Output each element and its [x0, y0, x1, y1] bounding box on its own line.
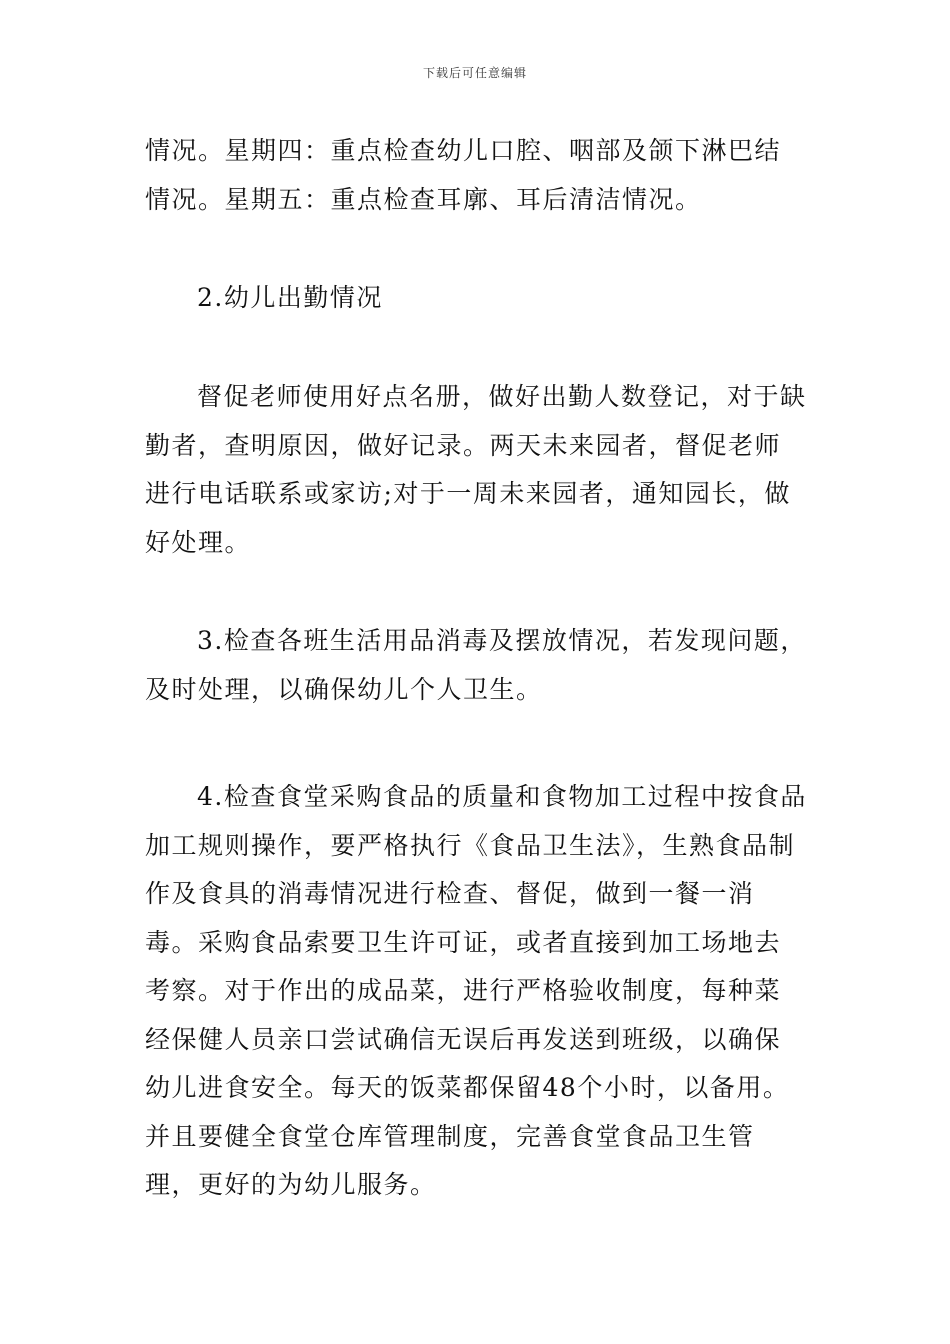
- page-header-note: 下载后可任意编辑: [422, 66, 527, 80]
- heading-text: 2.幼儿出勤情况: [197, 283, 383, 312]
- paragraph-text: 督促老师使用好点名册，做好出勤人数登记，对于缺勤者，查明原因，做好记录。两天未来园者，督促老师进行电话联系或家访;对于一周未来园者，通知园长，做好处理。: [145, 382, 807, 557]
- paragraph-item-3: [145, 617, 807, 714]
- paragraph-text: 情况。星期四：重点检查幼儿口腔、咽部及颌下淋巴结情况。星期五：重点检查耳廓、耳后清洁情况。: [145, 136, 782, 214]
- paragraph-item-4: [145, 773, 807, 1210]
- paragraph-text: 4.检查食堂采购食品的质量和食物加工过程中按食品加工规则操作，要严格执行《食品卫生法》，生熟食品制作及食具的消毒情况进行检查、督促，做到一餐一消毒。采购食品索要卫生许可证，或者直接到加工场地去考察。对于作出的成品菜，进行严格验收制度，每种菜经保健人员亲口尝试确信无误后再发送到班级，以确保幼儿进食安全。每天的饭菜都保留48个小时，以备用。并且要健全食堂仓库管理制度，完善食堂食品卫生管理，更好的为幼儿服务。: [145, 782, 807, 1199]
- section-heading-attendance: [145, 274, 807, 323]
- paragraph-attendance: [145, 373, 807, 567]
- paragraph-continuation: [145, 127, 807, 224]
- paragraph-text: 3.检查各班生活用品消毒及摆放情况，若发现问题，及时处理，以确保幼儿个人卫生。: [145, 626, 807, 704]
